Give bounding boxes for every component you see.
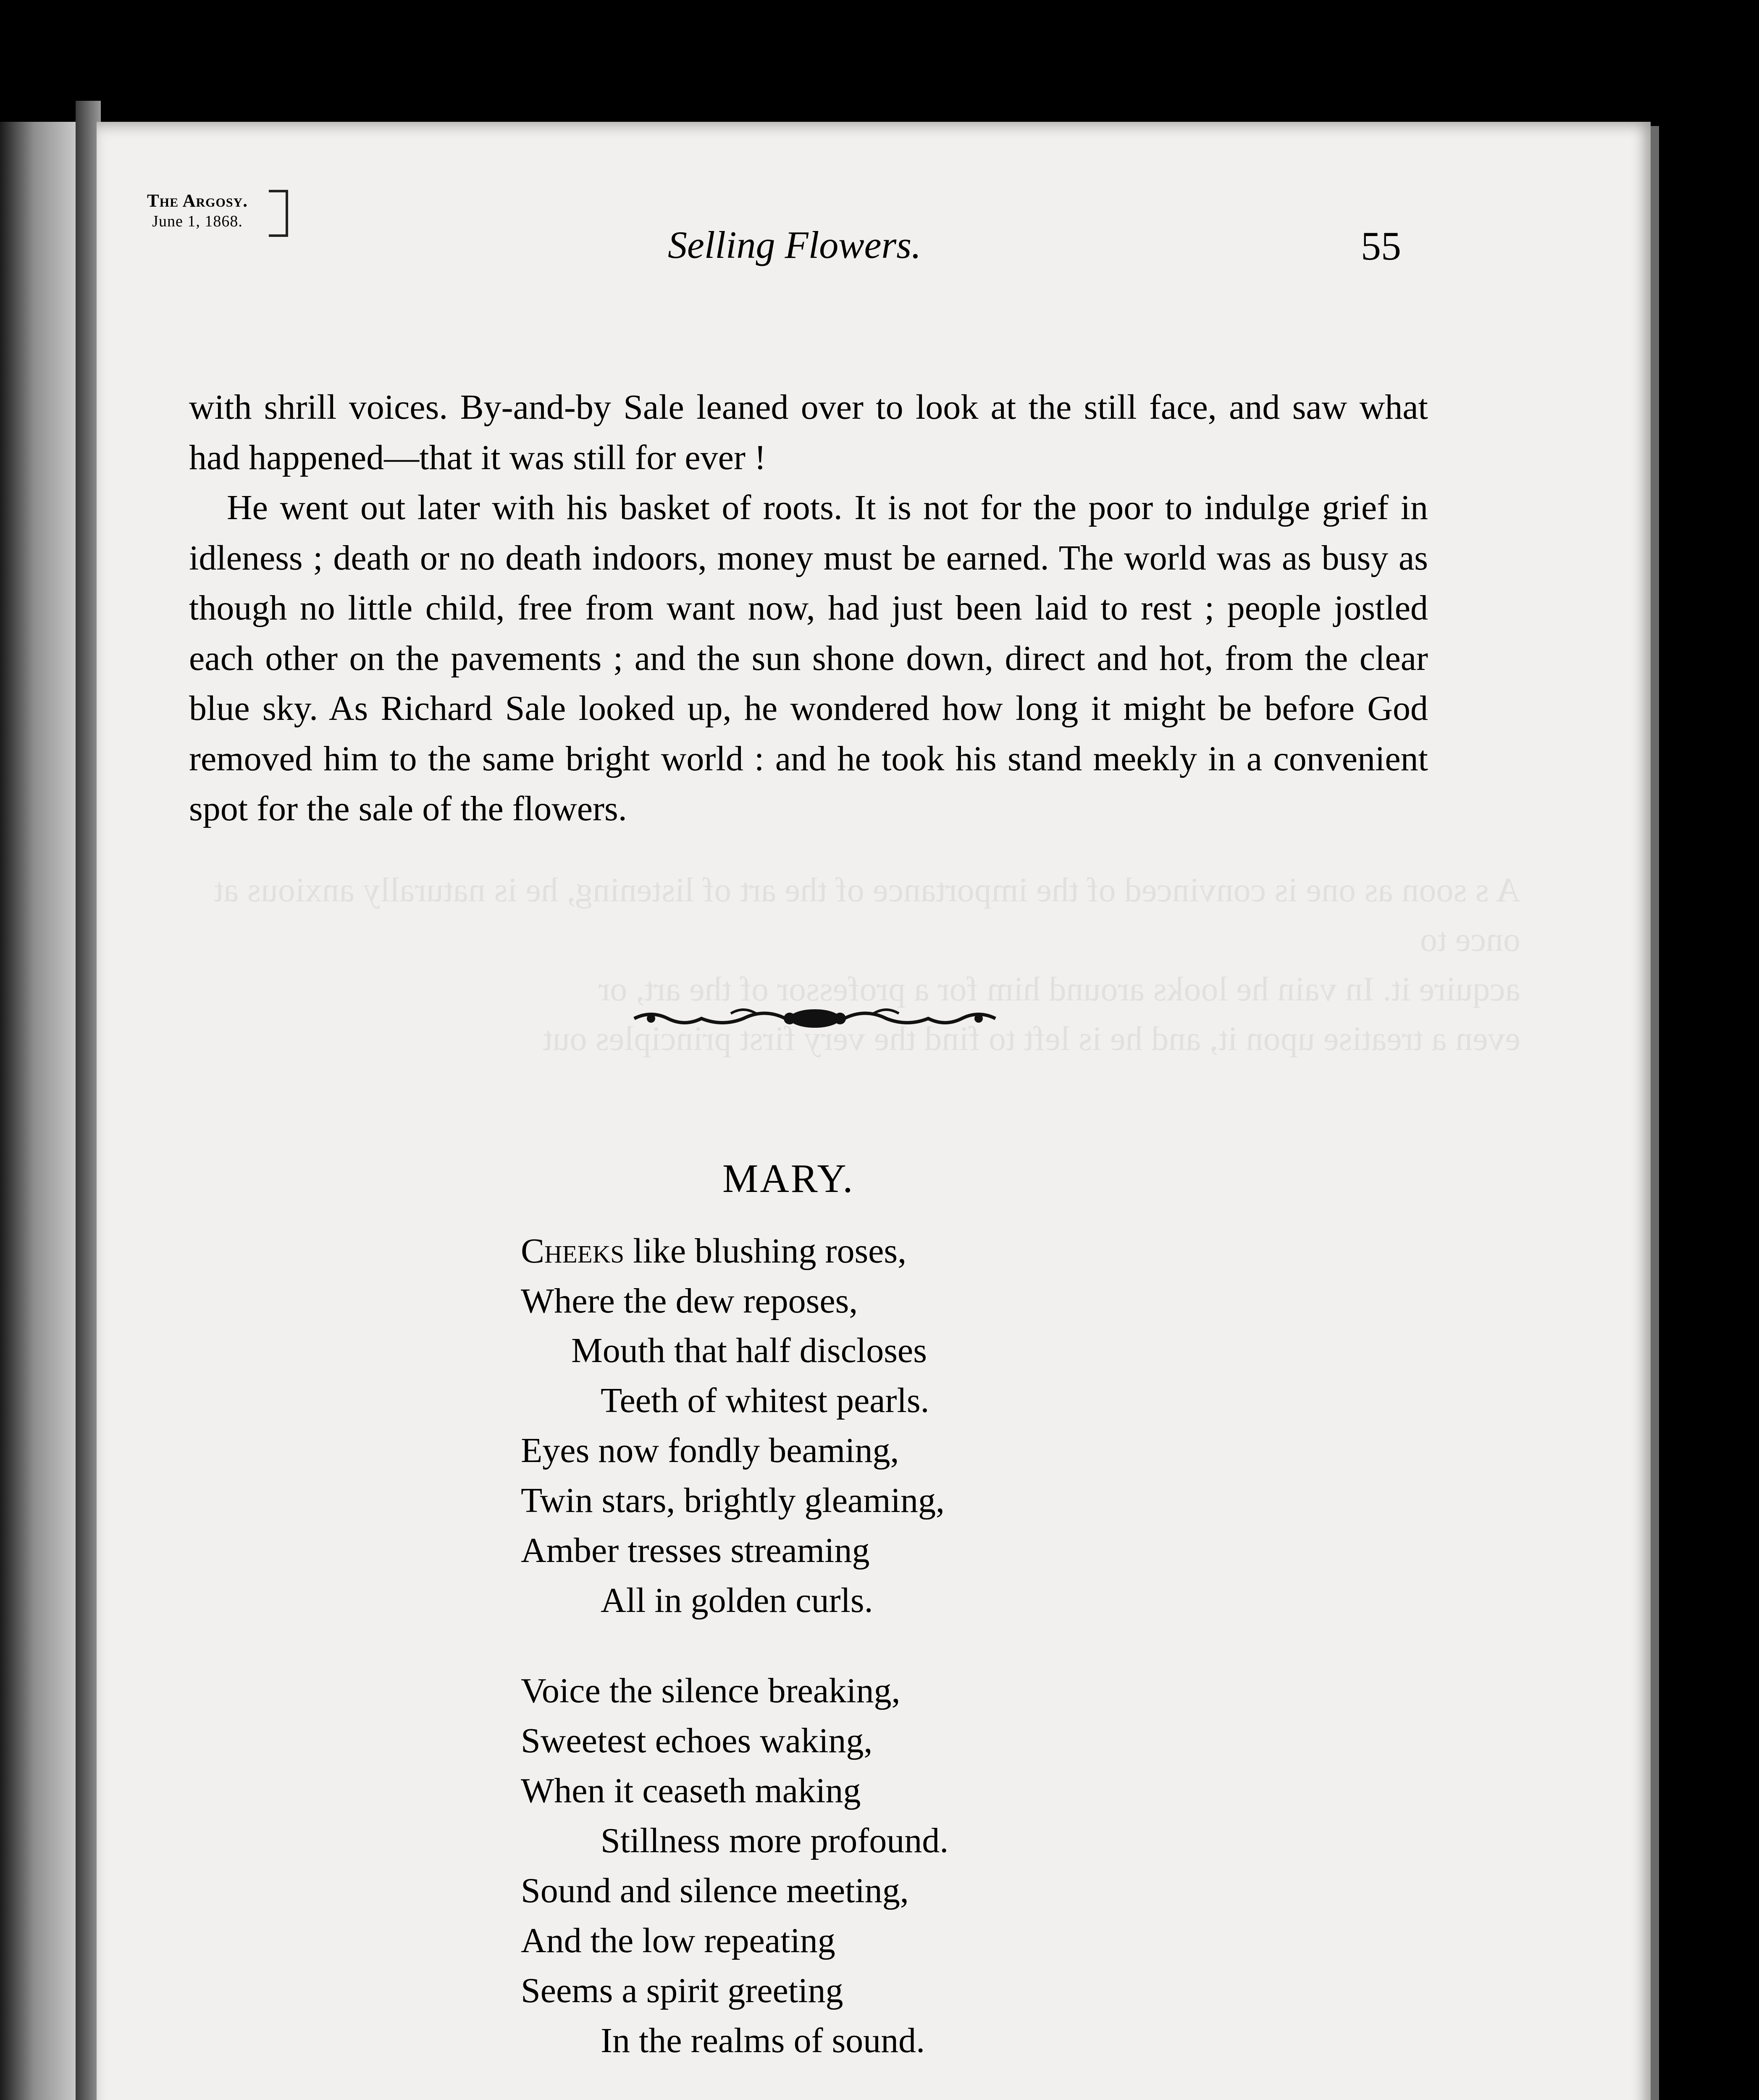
- poem-line: Mouth that half discloses: [571, 1331, 927, 1370]
- left-page-edge: [0, 122, 76, 2100]
- poem-line: Teeth of whitest pearls.: [601, 1381, 929, 1420]
- magazine-citation: [122, 191, 273, 231]
- poem-line: Sound and silence meeting,: [521, 1871, 909, 1910]
- poem-line: In the realms of sound.: [601, 2021, 925, 2060]
- poem-line: Stillness more profound.: [601, 1821, 949, 1860]
- story-paragraph: He went out later with his basket of roots. It is not for the poor to indulge grief in idleness ; death or no death indoors, money must be earned. The world was as busy as though no little child, free from want now, had just been laid to rest ; people jostled each other on the pavements ; and the sun shone down, direct and hot, from the clear blue sky. As Richard Sale looked up, he wondered how long it might be before God removed him to the same bright world : and he took his stand meekly in a convenient spot for the sale of the flowers.: [189, 488, 1428, 828]
- poem-title: MARY.: [722, 1156, 855, 1201]
- poem-line: Where the dew reposes,: [521, 1281, 858, 1320]
- issue-date: June 1, 1868.: [152, 213, 243, 230]
- poem-line: Voice the silence breaking,: [521, 1671, 901, 1710]
- poem-line: All in golden curls.: [601, 1581, 873, 1620]
- poem-line: Amber tresses streaming: [521, 1531, 870, 1570]
- poem-line: Sweetest echoes waking,: [521, 1721, 873, 1760]
- poem-line: And the low repeating: [521, 1921, 835, 1960]
- story-text: [189, 382, 1428, 834]
- poem-line: [521, 1231, 906, 1271]
- story-paragraph: with shrill voices. By-and-by Sale leaned over to look at the still face, and saw what had happened—that it was still for ever !: [189, 388, 1428, 477]
- poem-line: Twin stars, brightly gleaming,: [521, 1481, 945, 1520]
- header-bracket: [269, 190, 288, 237]
- poem-line: Eyes now fondly beaming,: [521, 1431, 899, 1470]
- poem-line: Seems a spirit greeting: [521, 1971, 843, 2010]
- poem-first-word: Cheeks: [521, 1231, 625, 1270]
- running-title: Selling Flowers.: [668, 223, 922, 266]
- page-right-edge: [1651, 126, 1659, 2100]
- ornament-divider: [626, 1002, 1004, 1035]
- magazine-name: The Argosy.: [147, 191, 248, 211]
- poem-line: When it ceaseth making: [521, 1771, 861, 1810]
- poem-line-text: like blushing roses,: [624, 1231, 907, 1270]
- page-number: 55: [1361, 223, 1401, 268]
